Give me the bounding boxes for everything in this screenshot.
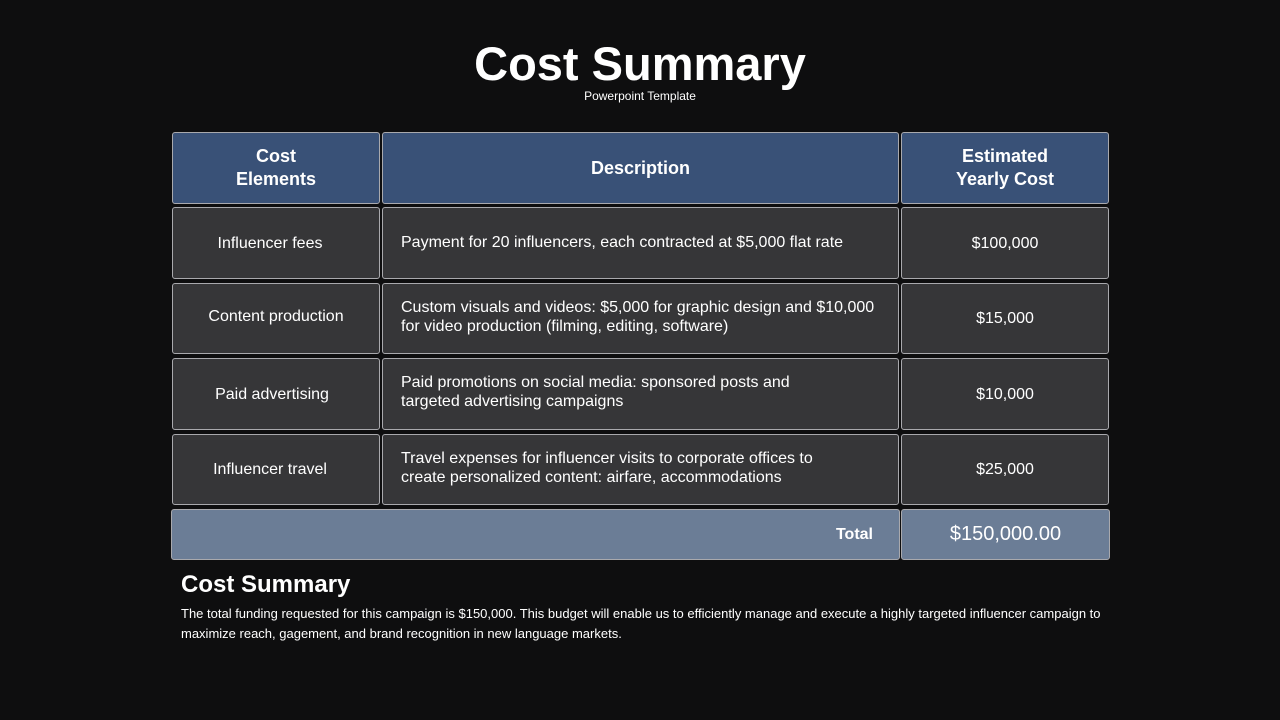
table-row-1-description (382, 207, 899, 279)
row-4-element-text: Influencer travel (213, 461, 327, 478)
summary-text: The total funding requested for this campaign is $150,000. This budget will enable us to efficiently manage and execute a highly targeted influencer campaign to maximize reach, gagement, and brand recognition in new language markets. (181, 606, 1101, 641)
slide-subtitle: Powerpoint Template (584, 89, 696, 103)
row-1-cost-text: $100,000 (971, 234, 1039, 252)
total-label-cell (171, 509, 900, 560)
row-3-element-text: Paid advertising (215, 385, 329, 403)
header-estimated-yearly-cost-label: Estimated Yearly Cost (955, 146, 1055, 189)
header-description-label: Description (590, 157, 691, 178)
table-row-2-element (172, 283, 380, 354)
summary-heading: Cost Summary (181, 571, 351, 598)
table-row-4-description (382, 434, 899, 505)
total-value: $150,000.00 (949, 523, 1062, 545)
header-estimated-yearly-cost (901, 132, 1109, 204)
row-2-description-text: Custom visuals and videos: $5,000 for graphic design and $10,000 for video production (filming, editing, software) (401, 299, 875, 335)
header-description (382, 132, 899, 204)
total-label: Total (835, 526, 873, 543)
table-row-2-cost (901, 283, 1109, 354)
row-1-description-text: Payment for 20 influencers, each contracted at $5,000 flat rate (401, 233, 844, 251)
row-4-cost-text: $25,000 (976, 461, 1034, 478)
row-4-description-text: Travel expenses for influencer visits to corporate offices to create personalized content: airfare, accommodations (401, 449, 813, 486)
row-3-cost-text: $10,000 (976, 385, 1034, 403)
table-row-3-element (172, 358, 380, 430)
row-3-description-text: Paid promotions on social media: sponsored posts and targeted advertising campaigns (401, 374, 790, 410)
row-1-element-text: Influencer fees (217, 234, 323, 252)
table-row-2-description (382, 283, 899, 354)
table-row-1-cost (901, 207, 1109, 279)
header-cost-elements (172, 132, 380, 204)
row-2-element-text: Content production (208, 308, 344, 325)
row-2-cost-text: $15,000 (976, 310, 1034, 327)
table-row-1-element (172, 207, 380, 279)
table-row-3-cost (901, 358, 1109, 430)
slide-title: Cost Summary (474, 37, 806, 90)
total-value-cell (901, 509, 1110, 560)
table-row-4-cost (901, 434, 1109, 505)
table-row-3-description (382, 358, 899, 430)
table-row-4-element (172, 434, 380, 505)
header-cost-elements-label: Cost Elements (235, 146, 317, 189)
